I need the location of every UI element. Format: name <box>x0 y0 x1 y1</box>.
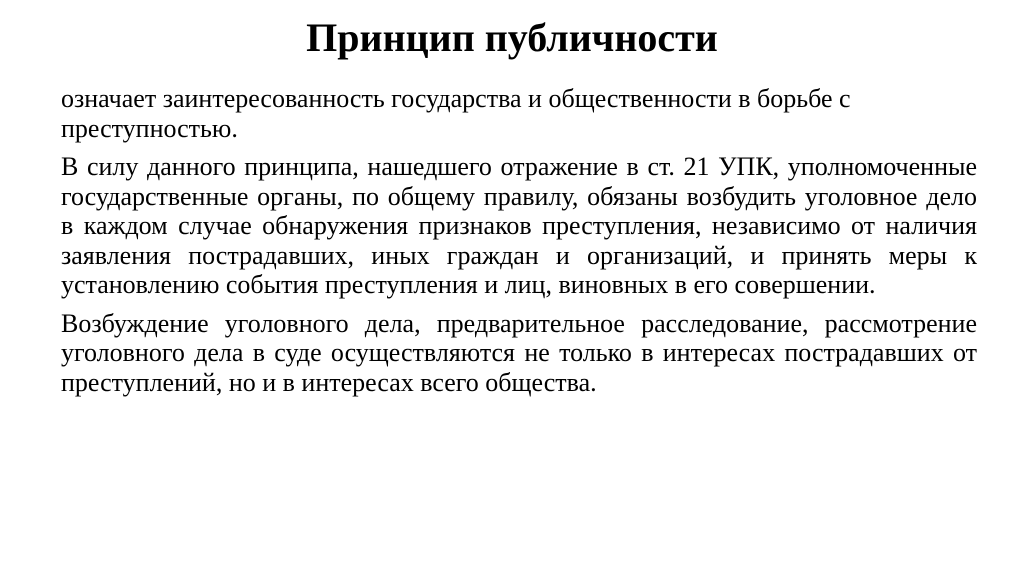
paragraph-public-interest: Возбуждение уголовного дела, предварительное расследование, рассмотрение уголовного дела в суде осуществляются не только в интересах пострадавших от преступлений, но и в интересах всего общества. <box>61 308 977 397</box>
paragraph-definition: означает заинтересованность государства и общественности в борьбе с преступностью. <box>61 84 851 143</box>
paragraph-upk-article: В силу данного принципа, нашедшего отражение в ст. 21 УПК, уполномоченные государственные органы, по общему правилу, обязаны возбудить уголовное дело в каждом случае обнаружения признаков преступления, независимо от наличия заявления пострадавших, иных граждан и организаций, и принять меры к установлению события преступления и лиц, виновных в его совершении. <box>61 152 977 299</box>
slide-body <box>61 84 977 406</box>
slide-title: Принцип публичности <box>306 15 718 60</box>
